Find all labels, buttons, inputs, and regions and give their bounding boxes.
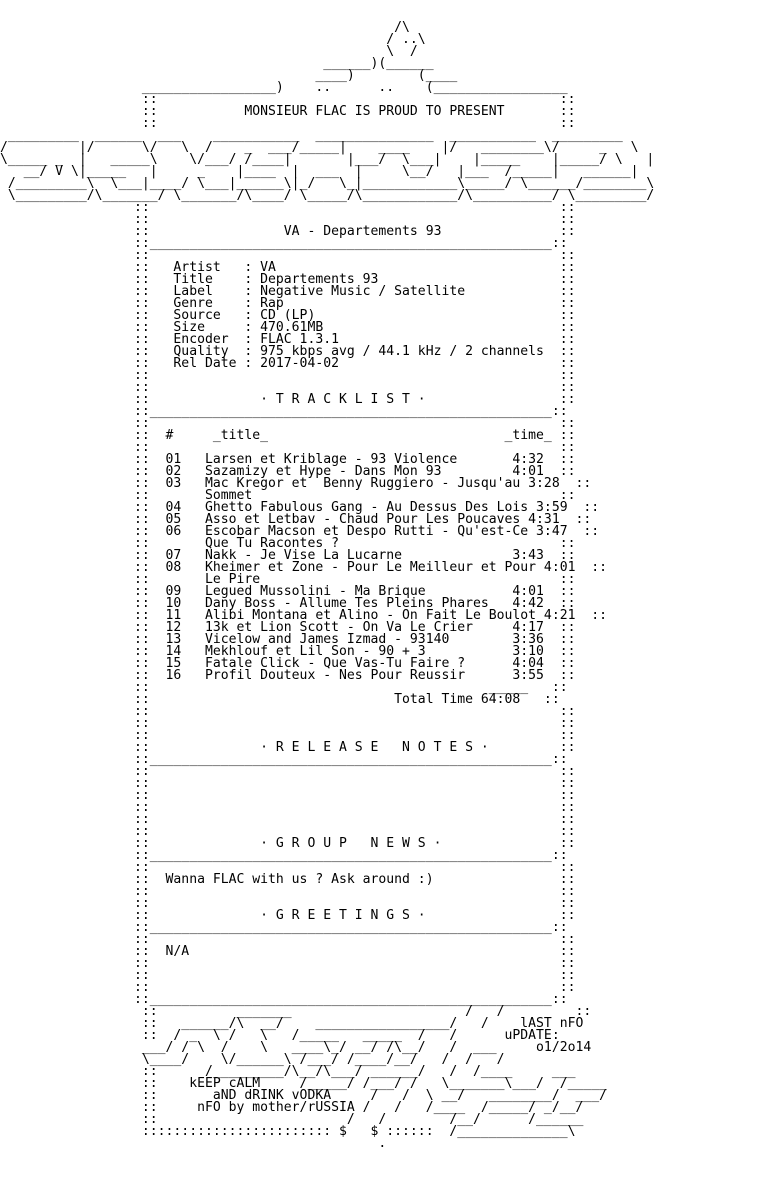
nfo-line: ::___________________________________________________:: bbox=[0, 920, 568, 935]
nfo-document bbox=[0, 22, 654, 1150]
nfo-line: _________________) .. .. (_________________ bbox=[0, 80, 568, 95]
nfo-line: :: 03 Mac Kregor et Benny Ruggiero - Jusqu'au 3:28 :: bbox=[0, 476, 592, 491]
nfo-line: :: · T R A C K L I S T · :: bbox=[0, 392, 576, 407]
nfo-line: \ / bbox=[0, 44, 418, 59]
nfo-line: :: :: bbox=[0, 380, 576, 395]
nfo-line: _________ ______ ___ ___________ _______________ ___________ _________ bbox=[0, 128, 623, 143]
nfo-line: :: Label : Negative Music / Satellite :: bbox=[0, 284, 576, 299]
nfo-line: :: :: bbox=[0, 440, 576, 455]
nfo-line: :::::::::::::::::::::::: $ $ :::::: /______________\ bbox=[0, 1124, 576, 1139]
nfo-line: :: :: bbox=[0, 956, 576, 971]
nfo-line: :: Wanna FLAC with us ? Ask around :) :: bbox=[0, 872, 576, 887]
nfo-line: __/ V \|_____ | _ |____ | ___ | \__/ |___ /_____| ______| bbox=[0, 164, 639, 179]
nfo-line: :: :: bbox=[0, 812, 576, 827]
nfo-line: :: Que Tu Racontes ? :: bbox=[0, 536, 576, 551]
nfo-line: :: 16 Profil Douteux - Nes Pour Reussir 3:55 :: bbox=[0, 668, 576, 683]
nfo-line: :: · R E L E A S E N O T E S · :: bbox=[0, 740, 576, 755]
nfo-line: :: :: bbox=[0, 716, 576, 731]
nfo-line: ____) (____ bbox=[0, 68, 458, 83]
nfo-line: :: 02 Sazamizy et Hype - Dans Mon 93 4:01 :: bbox=[0, 464, 576, 479]
nfo-line: \_________/\_______/ \_______/\____/ \_____/\____________/\__________/ \_________/ bbox=[0, 188, 655, 203]
nfo-line: :: 06 Escobar Macson et Despo Rutti - Qu'est-Ce 3:47 :: bbox=[0, 524, 600, 539]
nfo-line: :: :: bbox=[0, 896, 576, 911]
nfo-line: :: Size : 470.61MB :: bbox=[0, 320, 576, 335]
nfo-line: :: # _title_ _time_ :: bbox=[0, 428, 576, 443]
nfo-line: ::___________________________________________________:: bbox=[0, 752, 568, 767]
nfo-line: ::___________________________________________________:: bbox=[0, 236, 568, 251]
nfo-line: :: 13 Vicelow and James Izmad - 93140 3:36 :: bbox=[0, 632, 576, 647]
nfo-line: ___/ / \ / \ ____\_/ __/ /\__/ / ___ o1/2o14 bbox=[0, 1040, 592, 1055]
nfo-line: ::___________________________________________________:: bbox=[0, 992, 568, 1007]
nfo-line: ::___________________________________________________:: bbox=[0, 404, 568, 419]
nfo-line: :: VA - Departements 93 :: bbox=[0, 224, 576, 239]
nfo-line: :: :: bbox=[0, 416, 576, 431]
nfo-line: :: :: bbox=[0, 248, 576, 263]
nfo-line: :: 09 Legued Mussolini - Ma Brique 4:01 :: bbox=[0, 584, 576, 599]
nfo-line: :: Total Time 64:08 :: bbox=[0, 692, 560, 707]
nfo-line: :: Title : Departements 93 :: bbox=[0, 272, 576, 287]
nfo-line: :: 10 Dany Boss - Allume Tes Pleins Phares 4:42 :: bbox=[0, 596, 576, 611]
nfo-line: :: 01 Larsen et Kriblage - 93 Violence 4:32 :: bbox=[0, 452, 576, 467]
nfo-line: :: Source : CD (LP) :: bbox=[0, 308, 576, 323]
nfo-line: :: :: bbox=[0, 212, 576, 227]
nfo-line: :: 08 Kheimer et Zone - Pour Le Meilleur et Pour 4:01 :: bbox=[0, 560, 607, 575]
nfo-line: :: Encoder : FLAC 1.3.1 :: bbox=[0, 332, 576, 347]
nfo-line: :: _____ :: bbox=[0, 680, 568, 695]
nfo-line: :: / / /__/ /______ bbox=[0, 1112, 584, 1127]
nfo-line: :: 04 Ghetto Fabulous Gang - Au Dessus Des Lois 3:59 :: bbox=[0, 500, 600, 515]
nfo-line: :: _______ / / :: bbox=[0, 1004, 592, 1019]
nfo-line: :: :: bbox=[0, 800, 576, 815]
nfo-line: :: :: bbox=[0, 92, 576, 107]
nfo-line: :: :: bbox=[0, 776, 576, 791]
nfo-line: :: :: bbox=[0, 860, 576, 875]
nfo-line: :: · G R E E T I N G S · :: bbox=[0, 908, 576, 923]
nfo-line: :: 05 Asso et Letbav - Chaud Pour Les Poucaves 4:31 :: bbox=[0, 512, 592, 527]
nfo-line: :: 12 13k et Lion Scott - On Va Le Crier 4:17 :: bbox=[0, 620, 576, 635]
nfo-line: :: · G R O U P N E W S · :: bbox=[0, 836, 576, 851]
nfo-line: :: /_________/\__/\___/ ______/ / /____ ___ bbox=[0, 1064, 576, 1079]
nfo-line: :: N/A :: bbox=[0, 944, 576, 959]
nfo-line: :: 07 Nakk - Je Vise La Lucarne 3:43 :: bbox=[0, 548, 576, 563]
nfo-line: :: MONSIEUR FLAC IS PROUD TO PRESENT :: bbox=[0, 104, 576, 119]
nfo-line: :: 15 Fatale Click - Que Vas-Tu Faire ? 4:04 :: bbox=[0, 656, 576, 671]
nfo-line: :: :: bbox=[0, 764, 576, 779]
nfo-line: :: Artist : VA :: bbox=[0, 260, 576, 275]
nfo-line: :: :: bbox=[0, 200, 576, 215]
nfo-line: :: :: bbox=[0, 980, 576, 995]
nfo-line: :: 14 Mekhlouf et Lil Son - 90 + 3 3:10 :: bbox=[0, 644, 576, 659]
nfo-line: :: nFO by mother/rUSSIA / / /____ /_____/ _/__/ bbox=[0, 1100, 584, 1115]
nfo-line: :: :: bbox=[0, 884, 576, 899]
nfo-line: :: :: bbox=[0, 824, 576, 839]
nfo-line: \____/ \/______\ /___/ /____/__/ / / / bbox=[0, 1052, 505, 1067]
nfo-line: :: aND dRINK vODKA / / \ __/ ________/ ___/ bbox=[0, 1088, 607, 1103]
nfo-line: :: :: bbox=[0, 728, 576, 743]
nfo-line: ::___________________________________________________:: bbox=[0, 848, 568, 863]
nfo-line: :: :: bbox=[0, 368, 576, 383]
nfo-line: :: Le Pire :: bbox=[0, 572, 576, 587]
nfo-line: :: / _ \ / \ /_____ _____ / / uPDATE: bbox=[0, 1028, 560, 1043]
nfo-line: :: ______/\ __/ _________________/ / lAST nFO bbox=[0, 1016, 584, 1031]
nfo-line: :: :: bbox=[0, 932, 576, 947]
nfo-line: :: Sommet :: bbox=[0, 488, 576, 503]
nfo-line: / ..\ bbox=[0, 32, 426, 47]
nfo-line: :: :: bbox=[0, 116, 576, 131]
nfo-line: . bbox=[0, 1136, 387, 1151]
nfo-line: :: Quality : 975 kbps avg / 44.1 kHz / 2 channels :: bbox=[0, 344, 576, 359]
nfo-line: :: :: bbox=[0, 704, 576, 719]
nfo-line: /\ bbox=[0, 20, 410, 35]
nfo-line: ______)(______ bbox=[0, 56, 434, 71]
nfo-line: \_____ _ | _____\ \/___/ /____| |___/ \___| |_____ |_____/ \ | bbox=[0, 152, 655, 167]
nfo-line: :: Genre : Rap :: bbox=[0, 296, 576, 311]
nfo-line: :: :: bbox=[0, 968, 576, 983]
nfo-line: /_________\ \___|____/ \___|______\|_/ \_|____________\_____/ \______/________\ bbox=[0, 176, 655, 191]
nfo-line: / |/ \/ \ / _ ___/_____| ____ |/ ________\/ _ \ bbox=[0, 140, 639, 155]
nfo-line: :: Rel Date : 2017-04-02 :: bbox=[0, 356, 576, 371]
nfo-line: :: kEEP cALM /_____/ /___/ / \_______\___/ /_____ bbox=[0, 1076, 607, 1091]
nfo-line: :: :: bbox=[0, 788, 576, 803]
nfo-line: :: 11 Alibi Montana et Alino - On Fait Le Boulot 4:21 :: bbox=[0, 608, 607, 623]
